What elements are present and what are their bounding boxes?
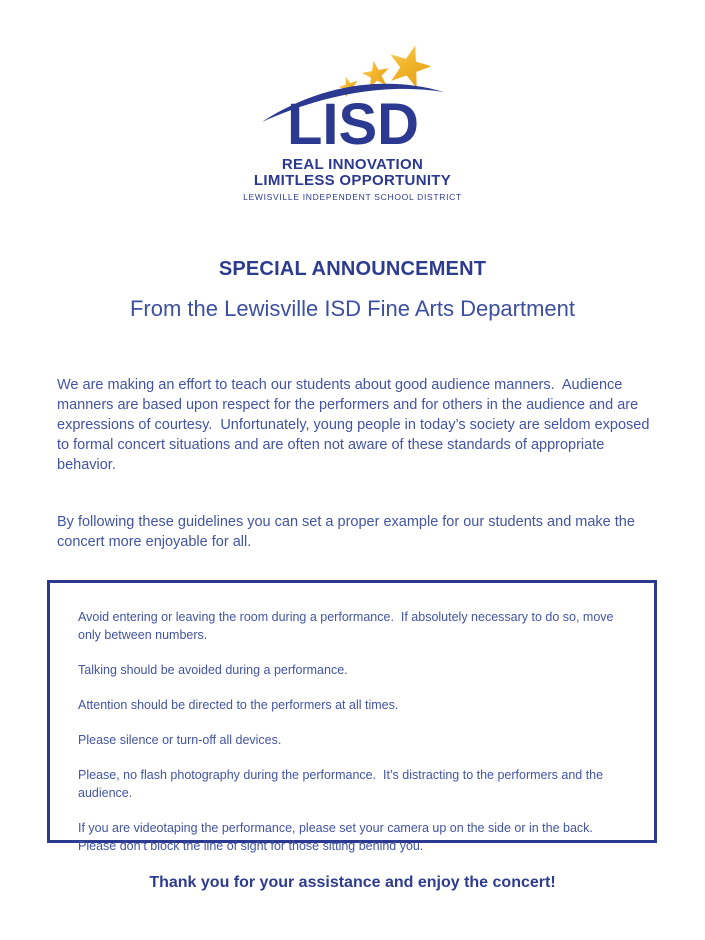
guidelines-box <box>47 580 657 853</box>
announcement-title: SPECIAL ANNOUNCEMENT <box>218 258 487 280</box>
guidelines-lead-paragraph: By following these guidelines you can set a proper example for our students and make the concert more enjoyable for all. <box>57 514 639 550</box>
guideline-item: Please, no flash photography during the performance. It’s distracting to the performers and the audience. <box>78 768 607 800</box>
guideline-item: If you are videotaping the performance, please set your camera up on the side or in the back. Please don’t block the line of sight for those sitting behind you. <box>78 821 600 853</box>
announcement-subtitle: From the Lewisville ISD Fine Arts Department <box>129 296 576 321</box>
logo-tagline-line2: LIMITLESS OPPORTUNITY <box>253 172 452 189</box>
guideline-item: Please silence or turn-off all devices. <box>78 733 282 747</box>
logo-district-line: LEWISVILLE INDEPENDENT SCHOOL DISTRICT <box>243 192 462 202</box>
lisd-logo <box>0 42 705 202</box>
intro-paragraph: We are making an effort to teach our students about good audience manners. Audience manners are based upon respect for the performers and for others in the audience and are expressions of courtesy. Unfortunately, young people in today’s society are seldom exposed to formal concert situations and are often not aware of these standards of appropriate behavior. <box>57 377 654 473</box>
logo-tagline-line1: REAL INNOVATION <box>281 156 424 173</box>
guideline-item: Avoid entering or leaving the room during a performance. If absolutely necessary to do so, move only between numbers. <box>78 610 617 642</box>
thank-you-line: Thank you for your assistance and enjoy the concert! <box>149 874 556 891</box>
guideline-item: Attention should be directed to the performers at all times. <box>78 698 399 712</box>
guideline-item: Talking should be avoided during a performance. <box>78 663 348 677</box>
lisd-logo-graphic <box>258 42 448 157</box>
lisd-acronym: LISD <box>286 92 419 157</box>
